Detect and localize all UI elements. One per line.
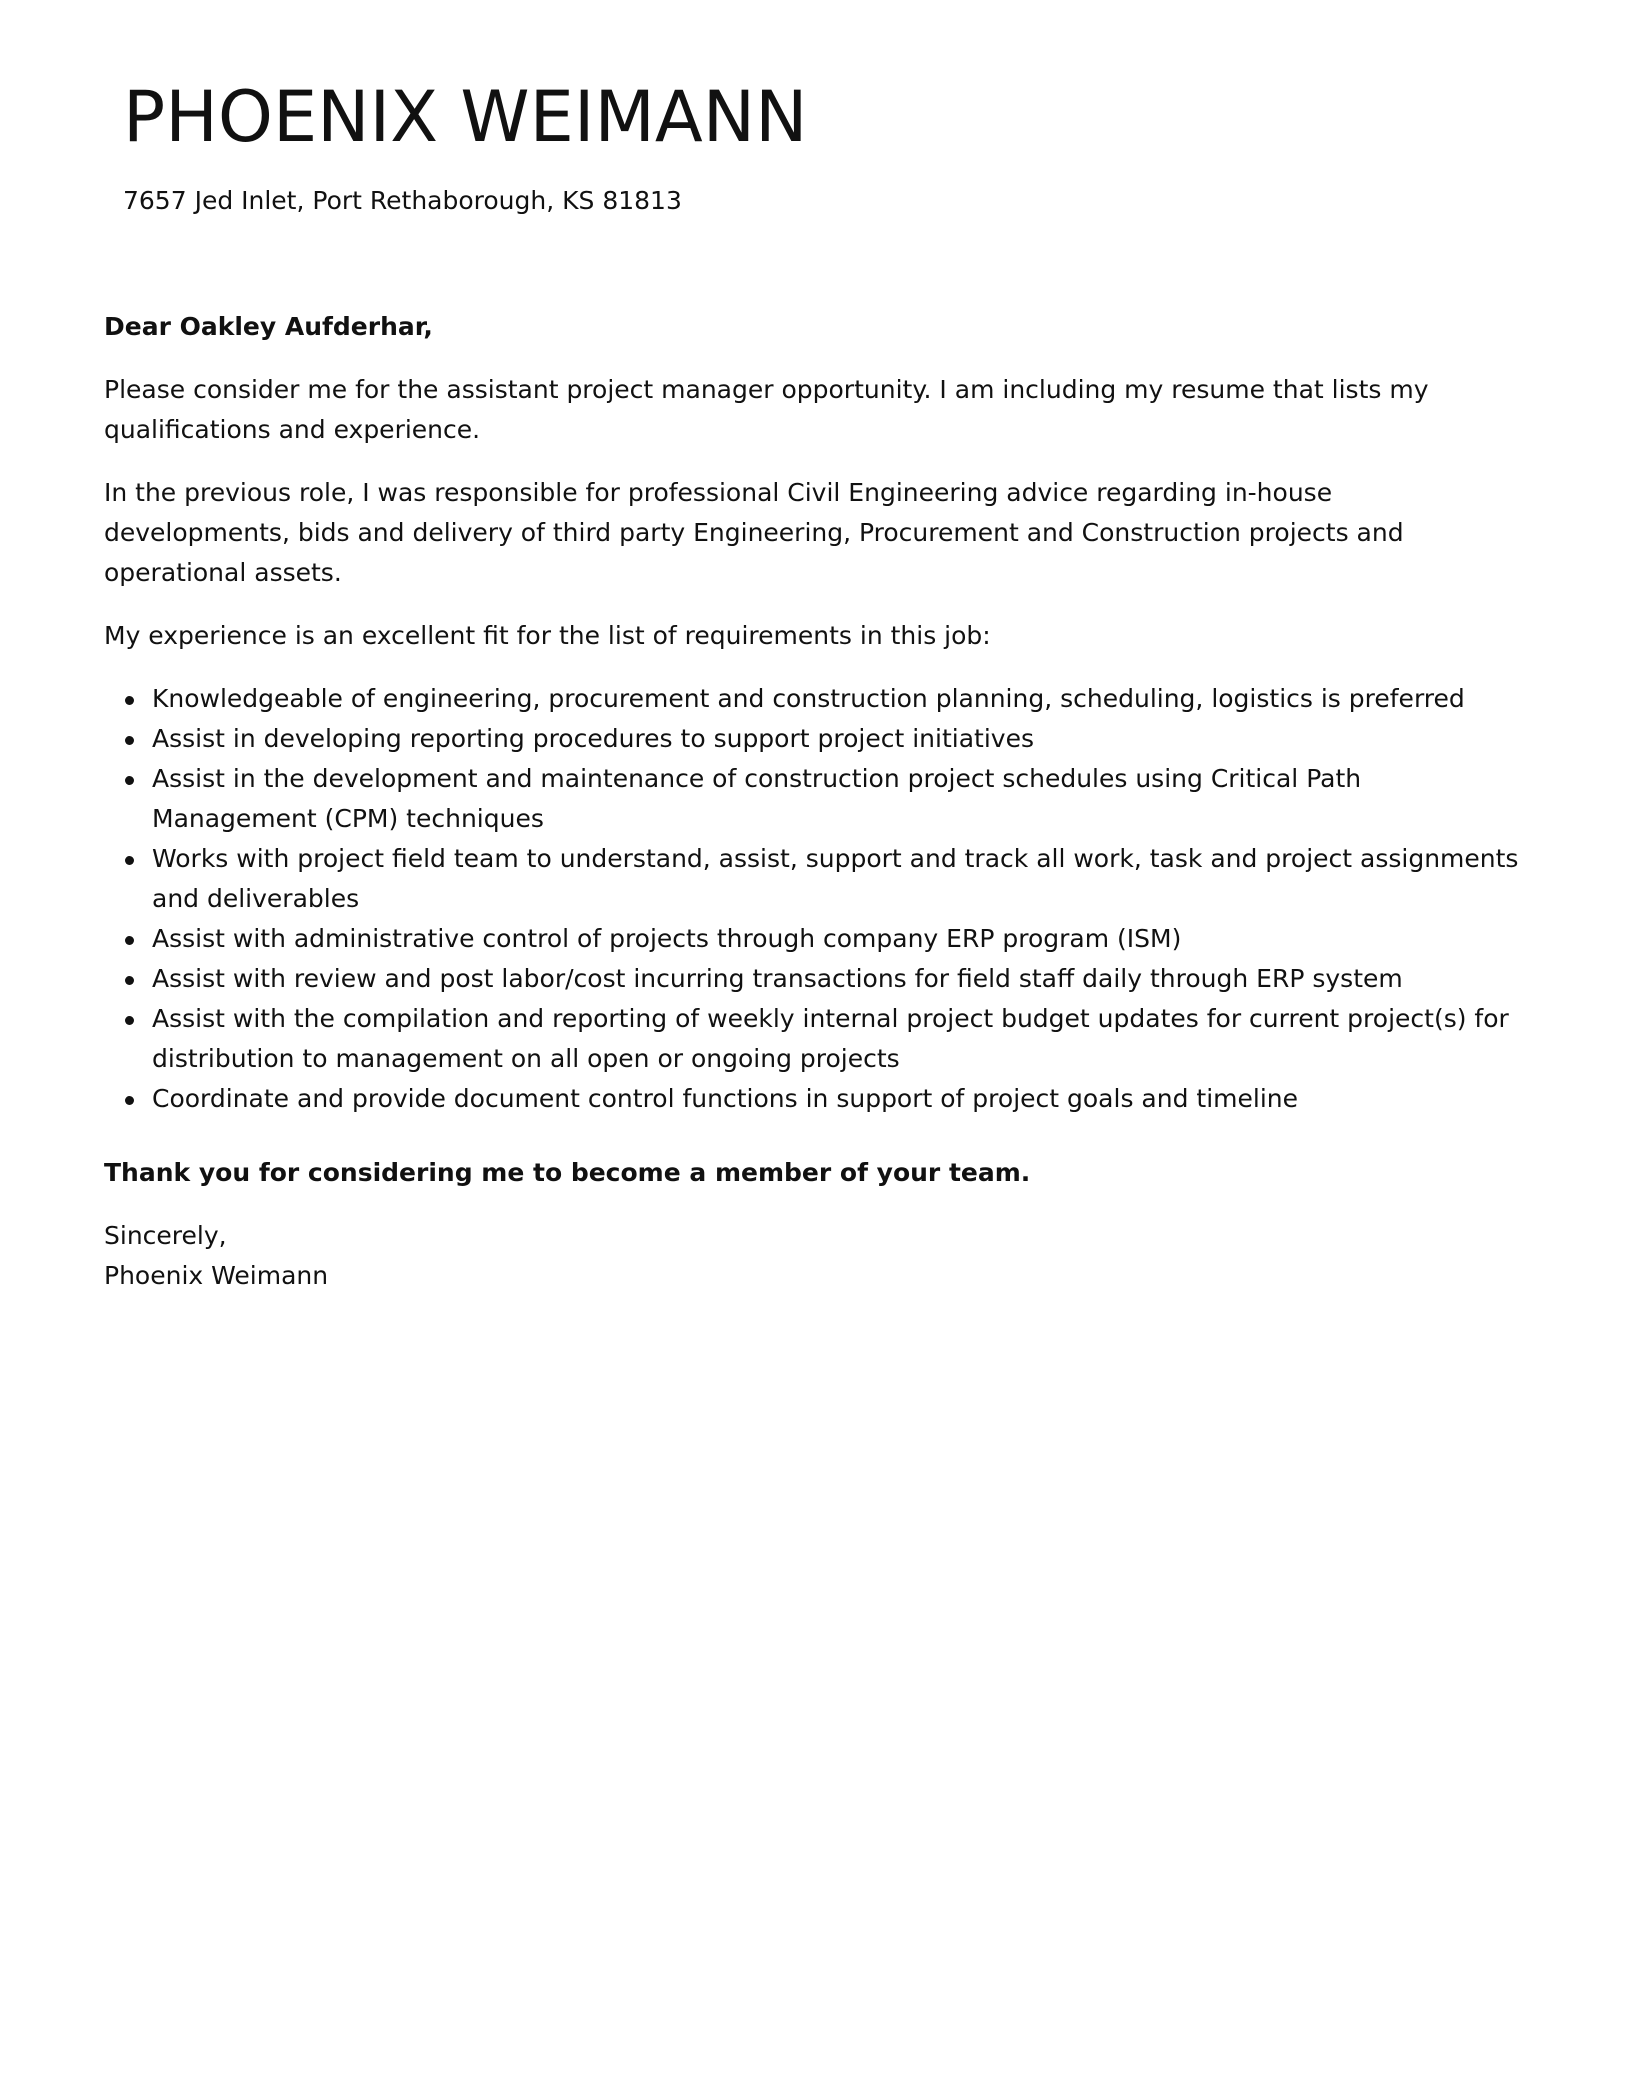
- bullet-icon: [125, 736, 134, 745]
- list-item: [152, 919, 1524, 959]
- sender-address: 7657 Jed Inlet, Port Rethaborough, KS 81813: [123, 186, 682, 215]
- requirement-text: Assist in the development and maintenance of construction project schedules using Critical Path Management (CPM) techniques: [152, 764, 1362, 833]
- requirement-text: Assist with the compilation and reporting of weekly internal project budget updates for current project(s) for distribution to management on all open or ongoing projects: [152, 1004, 1509, 1073]
- requirement-text: Assist with administrative control of projects through company ERP program (ISM): [152, 924, 1182, 953]
- bullet-icon: [125, 776, 134, 785]
- list-item: [152, 719, 1524, 759]
- requirement-text: Works with project field team to understand, assist, support and track all work, task and project assignments and deliverables: [152, 844, 1519, 913]
- requirement-text: Assist with review and post labor/cost incurring transactions for field staff daily through ERP system: [152, 964, 1403, 993]
- salutation: Dear Oakley Aufderhar,: [104, 312, 433, 341]
- signoff: Sincerely,: [104, 1221, 227, 1250]
- sender-name: PHOENIX WEIMANN: [123, 76, 808, 158]
- list-item: [152, 959, 1524, 999]
- closing-line: Thank you for considering me to become a member of your team.: [104, 1158, 1031, 1187]
- list-item: [152, 999, 1524, 1079]
- requirement-text: Assist in developing reporting procedures to support project initiatives: [152, 724, 1034, 753]
- list-item: [152, 1079, 1524, 1119]
- bullet-icon: [125, 696, 134, 705]
- requirements-list: [104, 679, 1524, 1119]
- list-item: [152, 839, 1524, 919]
- requirement-text: Knowledgeable of engineering, procurement and construction planning, scheduling, logistics is preferred: [152, 684, 1465, 713]
- bullet-icon: [125, 856, 134, 865]
- signoff-block: [104, 1216, 1524, 1296]
- paragraph-intro: Please consider me for the assistant project manager opportunity. I am including my resume that lists my qualifications and experience.: [104, 375, 1429, 444]
- bullet-icon: [125, 1096, 134, 1105]
- list-item: [152, 679, 1524, 719]
- bullet-icon: [125, 1016, 134, 1025]
- letter-body: [104, 307, 1524, 1319]
- bullet-icon: [125, 976, 134, 985]
- requirement-text: Coordinate and provide document control functions in support of project goals and timeline: [152, 1084, 1298, 1113]
- signature-name: Phoenix Weimann: [104, 1261, 329, 1290]
- paragraph-requirements-intro: My experience is an excellent fit for the list of requirements in this job:: [104, 621, 991, 650]
- list-item: [152, 759, 1524, 839]
- bullet-icon: [125, 936, 134, 945]
- paragraph-previous-role: In the previous role, I was responsible for professional Civil Engineering advice regarding in-house developments, bids and delivery of third party Engineering, Procurement and Construction projects and operational assets.: [104, 478, 1404, 587]
